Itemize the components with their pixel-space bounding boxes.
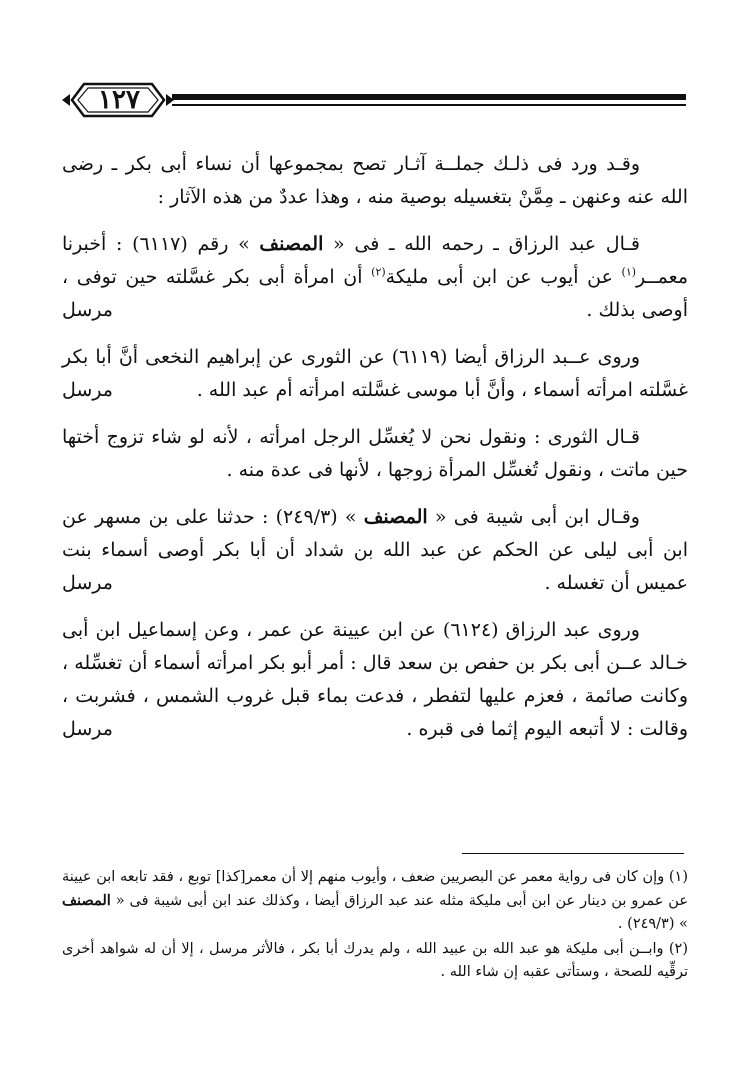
paragraph-text: » (٢٤٩/٣) : حدثنا على بن مسهر عن ابن أبى ليلى عن الحكم عن عبد الله بن شداد أن أبا بكر أوصى أسماء بنت عميس أن تغسله . [62,506,688,594]
paragraph-text: وقـد ورد فى ذلـك جملــة آثـار تصح بمجموعها أن نساء أبى بكر ـ رضى الله عنه وعنهن ـ مِمَّنْ بتغسيله بوصية منه ، وهذا عددٌ من هذه الآثار : [62,153,688,208]
footnote-ref: (٢) [371,265,386,279]
ruling-label: مرسل [62,572,113,594]
footnote-ref: (١) [621,265,637,279]
paragraph [62,341,688,407]
paragraph [62,148,688,214]
paragraph-text: قـال عبد الرزاق ـ رحمه الله ـ فى « [323,233,641,255]
footnote-text: (١) وإن كان فى رواية معمر عن البصريين ضعف ، وأيوب منهم إلا أن معمر[كذا] توبع ، فقد تابعه ابن عيينة عن عمرو بن دينار عن ابن أبى مليكة مثله عند عبد الرزاق أيضا ، وكذلك عند ابن أبى شيبة فى « [62,869,688,909]
book-title: المصنف [62,892,111,909]
header-rule-thick [172,94,686,100]
paragraph-text: عن أيوب عن ابن أبى مليكة [385,266,622,288]
paragraph [62,614,688,746]
paragraph-text: أن امرأة أبى بكر غسَّلته حين توفى ، أوصى بذلك . [62,266,688,321]
paragraph-text: وروى عــبد الرزاق أيضا (٦١١٩) عن الثورى عن إبراهيم النخعى أنَّ أبا بكر غسَّلته امرأته أسماء ، وأنَّ أبا موسى غسَّلته امرأته أم عبد الله . [62,346,688,401]
main-text [62,148,688,760]
footnote [62,866,688,936]
footnotes [62,866,688,986]
ruling-label: مرسل [62,379,113,401]
page-number: ١٢٧ [98,85,140,115]
footnote [62,938,688,984]
paragraph [62,228,688,327]
book-title: المصنف [363,506,428,528]
paragraph-text: وقـال ابن أبى شيبة فى « [427,506,640,528]
footnote-text: (٢) وابــن أبى مليكة هو عبد الله بن عبيد الله ، ولم يدرك أبا بكر ، فالأثر مرسل ، إلا أن له شواهد أخرى ترقِّيه للصحة ، وستأتى عقبه إن شاء الله . [62,941,688,980]
ruling-label: مرسل [62,718,113,740]
paragraph-text: » رقم (٦١١٧) : أخبرنا معمــر [62,233,688,288]
paragraph [62,501,688,600]
book-title: المصنف [259,233,324,255]
footnote-separator [462,853,684,854]
header-rule-thin [172,104,686,106]
page-header [62,80,686,124]
paragraph [62,421,688,487]
ruling-label: مرسل [62,299,113,321]
footnote-text: » (٢٤٩/٣) . [617,916,688,932]
paragraph-text: قـال الثورى : ونقول نحن لا يُغسِّل الرجل امرأته ، لأنه لو شاء تزوج أختها حين ماتت ، ونقول تُغسِّل المرأة زوجها ، لأنها فى عدة منه . [62,426,688,481]
paragraph-text: وروى عبد الرزاق (٦١٢٤) عن ابن عيينة عن عمر ، وعن إسماعيل ابن أبى خـالد عــن أبى بكر بن حفص بن سعد قال : أمر أبو بكر امرأته أسماء أن تغسِّله ، وكانت صائمة ، فعزم عليها لتفطر ، فدعت بماء قبل غروب الشمس ، فشربت ، وقالت : لا أتبعه اليوم إثما فى قبره . [62,619,688,740]
